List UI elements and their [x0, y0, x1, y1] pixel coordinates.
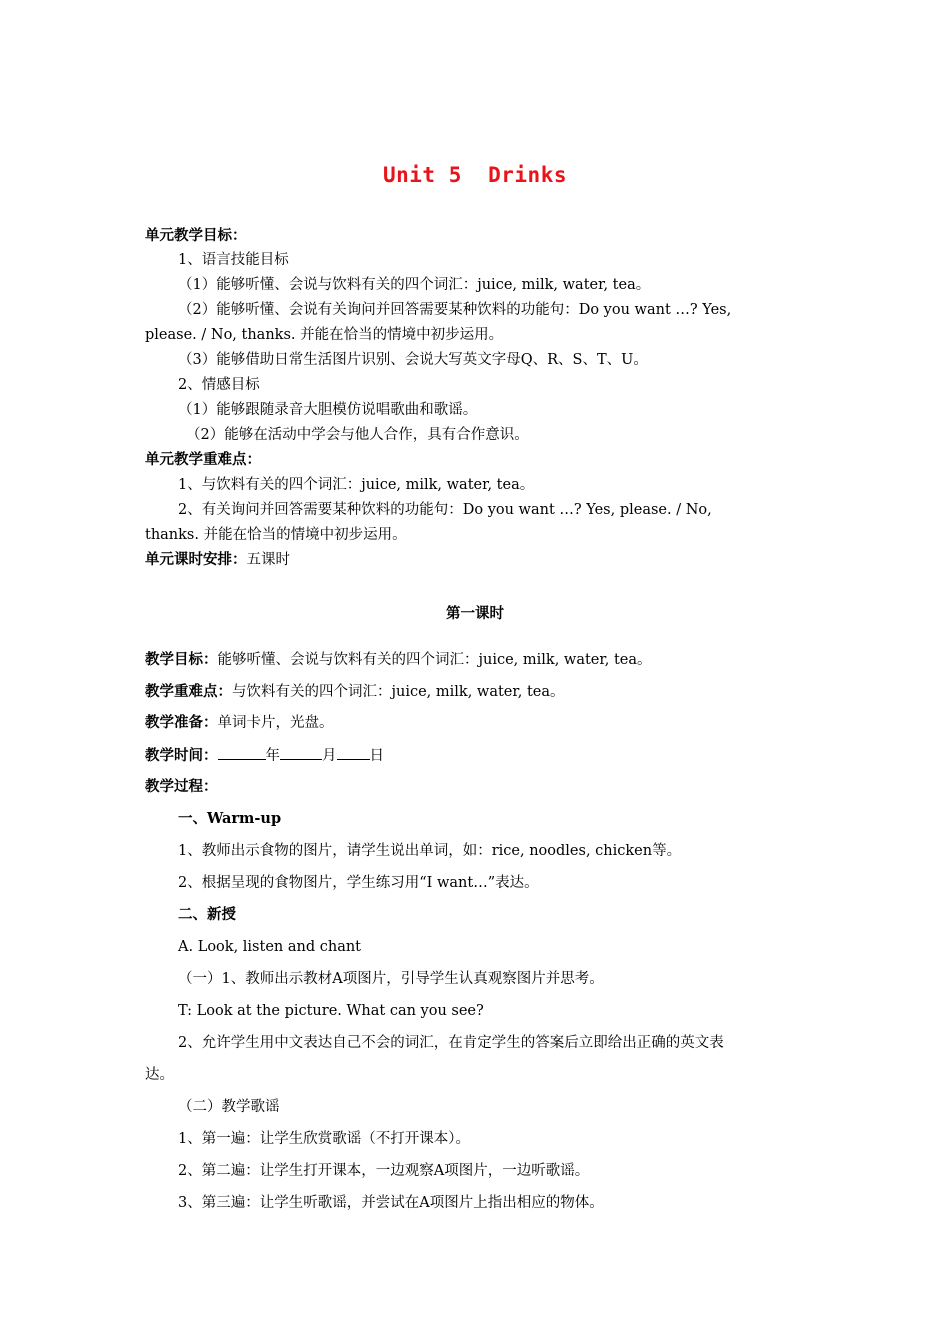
unit-goals-line: （2）能够在活动中学会与他人合作，具有合作意识。 [186, 427, 529, 443]
lesson-goal-row [145, 650, 652, 670]
unit-goals-line: please. / No, thanks. 并能在恰当的情境中初步运用。 [145, 327, 504, 343]
section-line: 2、第二遍：让学生打开课本，一边观察A项图片，一边听歌谣。 [178, 1163, 590, 1179]
lesson-goal-label: 教学目标： [145, 651, 218, 668]
schedule-label: 单元课时安排： [145, 551, 247, 568]
lesson-prep-row [145, 713, 334, 733]
process-label: 教学过程： [145, 778, 218, 795]
month-blank [280, 745, 322, 760]
section-heading-warmup: 一、Warm-up [178, 810, 282, 827]
section-line: T: Look at the picture. What can you see? [178, 1003, 484, 1019]
lesson-key-row [145, 682, 565, 702]
section-line: A. Look, listen and chant [178, 939, 361, 955]
section-line: 2、允许学生用中文表达自己不会的词汇，在肯定学生的答案后立即给出正确的英文表 [178, 1035, 724, 1051]
lesson-goal-value: 能够听懂、会说与饮料有关的四个词汇：juice, milk, water, tea。 [217, 652, 652, 668]
unit-goals-line: （2）能够听懂、会说有关询问并回答需要某种饮料的功能句：Do you want …? Yes, [178, 302, 732, 318]
schedule-row [145, 550, 290, 570]
key-points-line: 1、与饮料有关的四个词汇：juice, milk, water, tea。 [178, 477, 535, 493]
section-line: 1、教师出示食物的图片，请学生说出单词，如：rice, noodles, chicken等。 [178, 843, 682, 859]
month-label: 月 [322, 748, 337, 764]
key-points-line: 2、有关询问并回答需要某种饮料的功能句：Do you want …? Yes, please. / No, [178, 502, 712, 518]
unit-goals-heading: 单元教学目标： [145, 227, 247, 244]
unit-goals-line: （3）能够借助日常生活图片识别、会说大写英文字母Q、R、S、T、U。 [178, 352, 648, 368]
document-title: Unit 5 Drinks [382, 163, 567, 187]
lesson-key-label: 教学重难点： [145, 683, 232, 700]
lesson-time-row [145, 745, 384, 766]
key-points-line: thanks. 并能在恰当的情境中初步运用。 [145, 527, 407, 543]
key-points-heading: 单元教学重难点： [145, 451, 261, 468]
day-label: 日 [369, 748, 384, 764]
unit-goals-line: （1）能够听懂、会说与饮料有关的四个词汇：juice, milk, water, tea。 [178, 277, 651, 293]
section-line: 2、根据呈现的食物图片，学生练习用“I want…”表达。 [178, 875, 539, 891]
year-blank [218, 745, 266, 760]
lesson-time-label: 教学时间： [145, 747, 218, 764]
lesson-key-value: 与饮料有关的四个词汇：juice, milk, water, tea。 [232, 684, 565, 700]
lesson-prep-value: 单词卡片，光盘。 [217, 715, 334, 731]
unit-goals-line: 2、情感目标 [178, 377, 260, 393]
section-line: （一）1、教师出示教材A项图片，引导学生认真观察图片并思考。 [178, 971, 604, 987]
day-blank [337, 745, 370, 760]
schedule-value: 五课时 [246, 552, 290, 568]
section-line: 1、第一遍：让学生欣赏歌谣（不打开课本）。 [178, 1131, 470, 1147]
unit-goals-line: 1、语言技能目标 [178, 252, 289, 268]
section-line: 达。 [145, 1067, 174, 1083]
unit-goals-line: （1）能够跟随录音大胆模仿说唱歌曲和歌谣。 [178, 402, 478, 418]
lesson-heading: 第一课时 [446, 605, 504, 622]
lesson-prep-label: 教学准备： [145, 714, 218, 731]
section-heading-new: 二、新授 [178, 906, 236, 923]
section-line: 3、第三遍：让学生听歌谣，并尝试在A项图片上指出相应的物体。 [178, 1195, 604, 1211]
year-label: 年 [265, 748, 280, 764]
section-line: （二）教学歌谣 [178, 1099, 280, 1115]
